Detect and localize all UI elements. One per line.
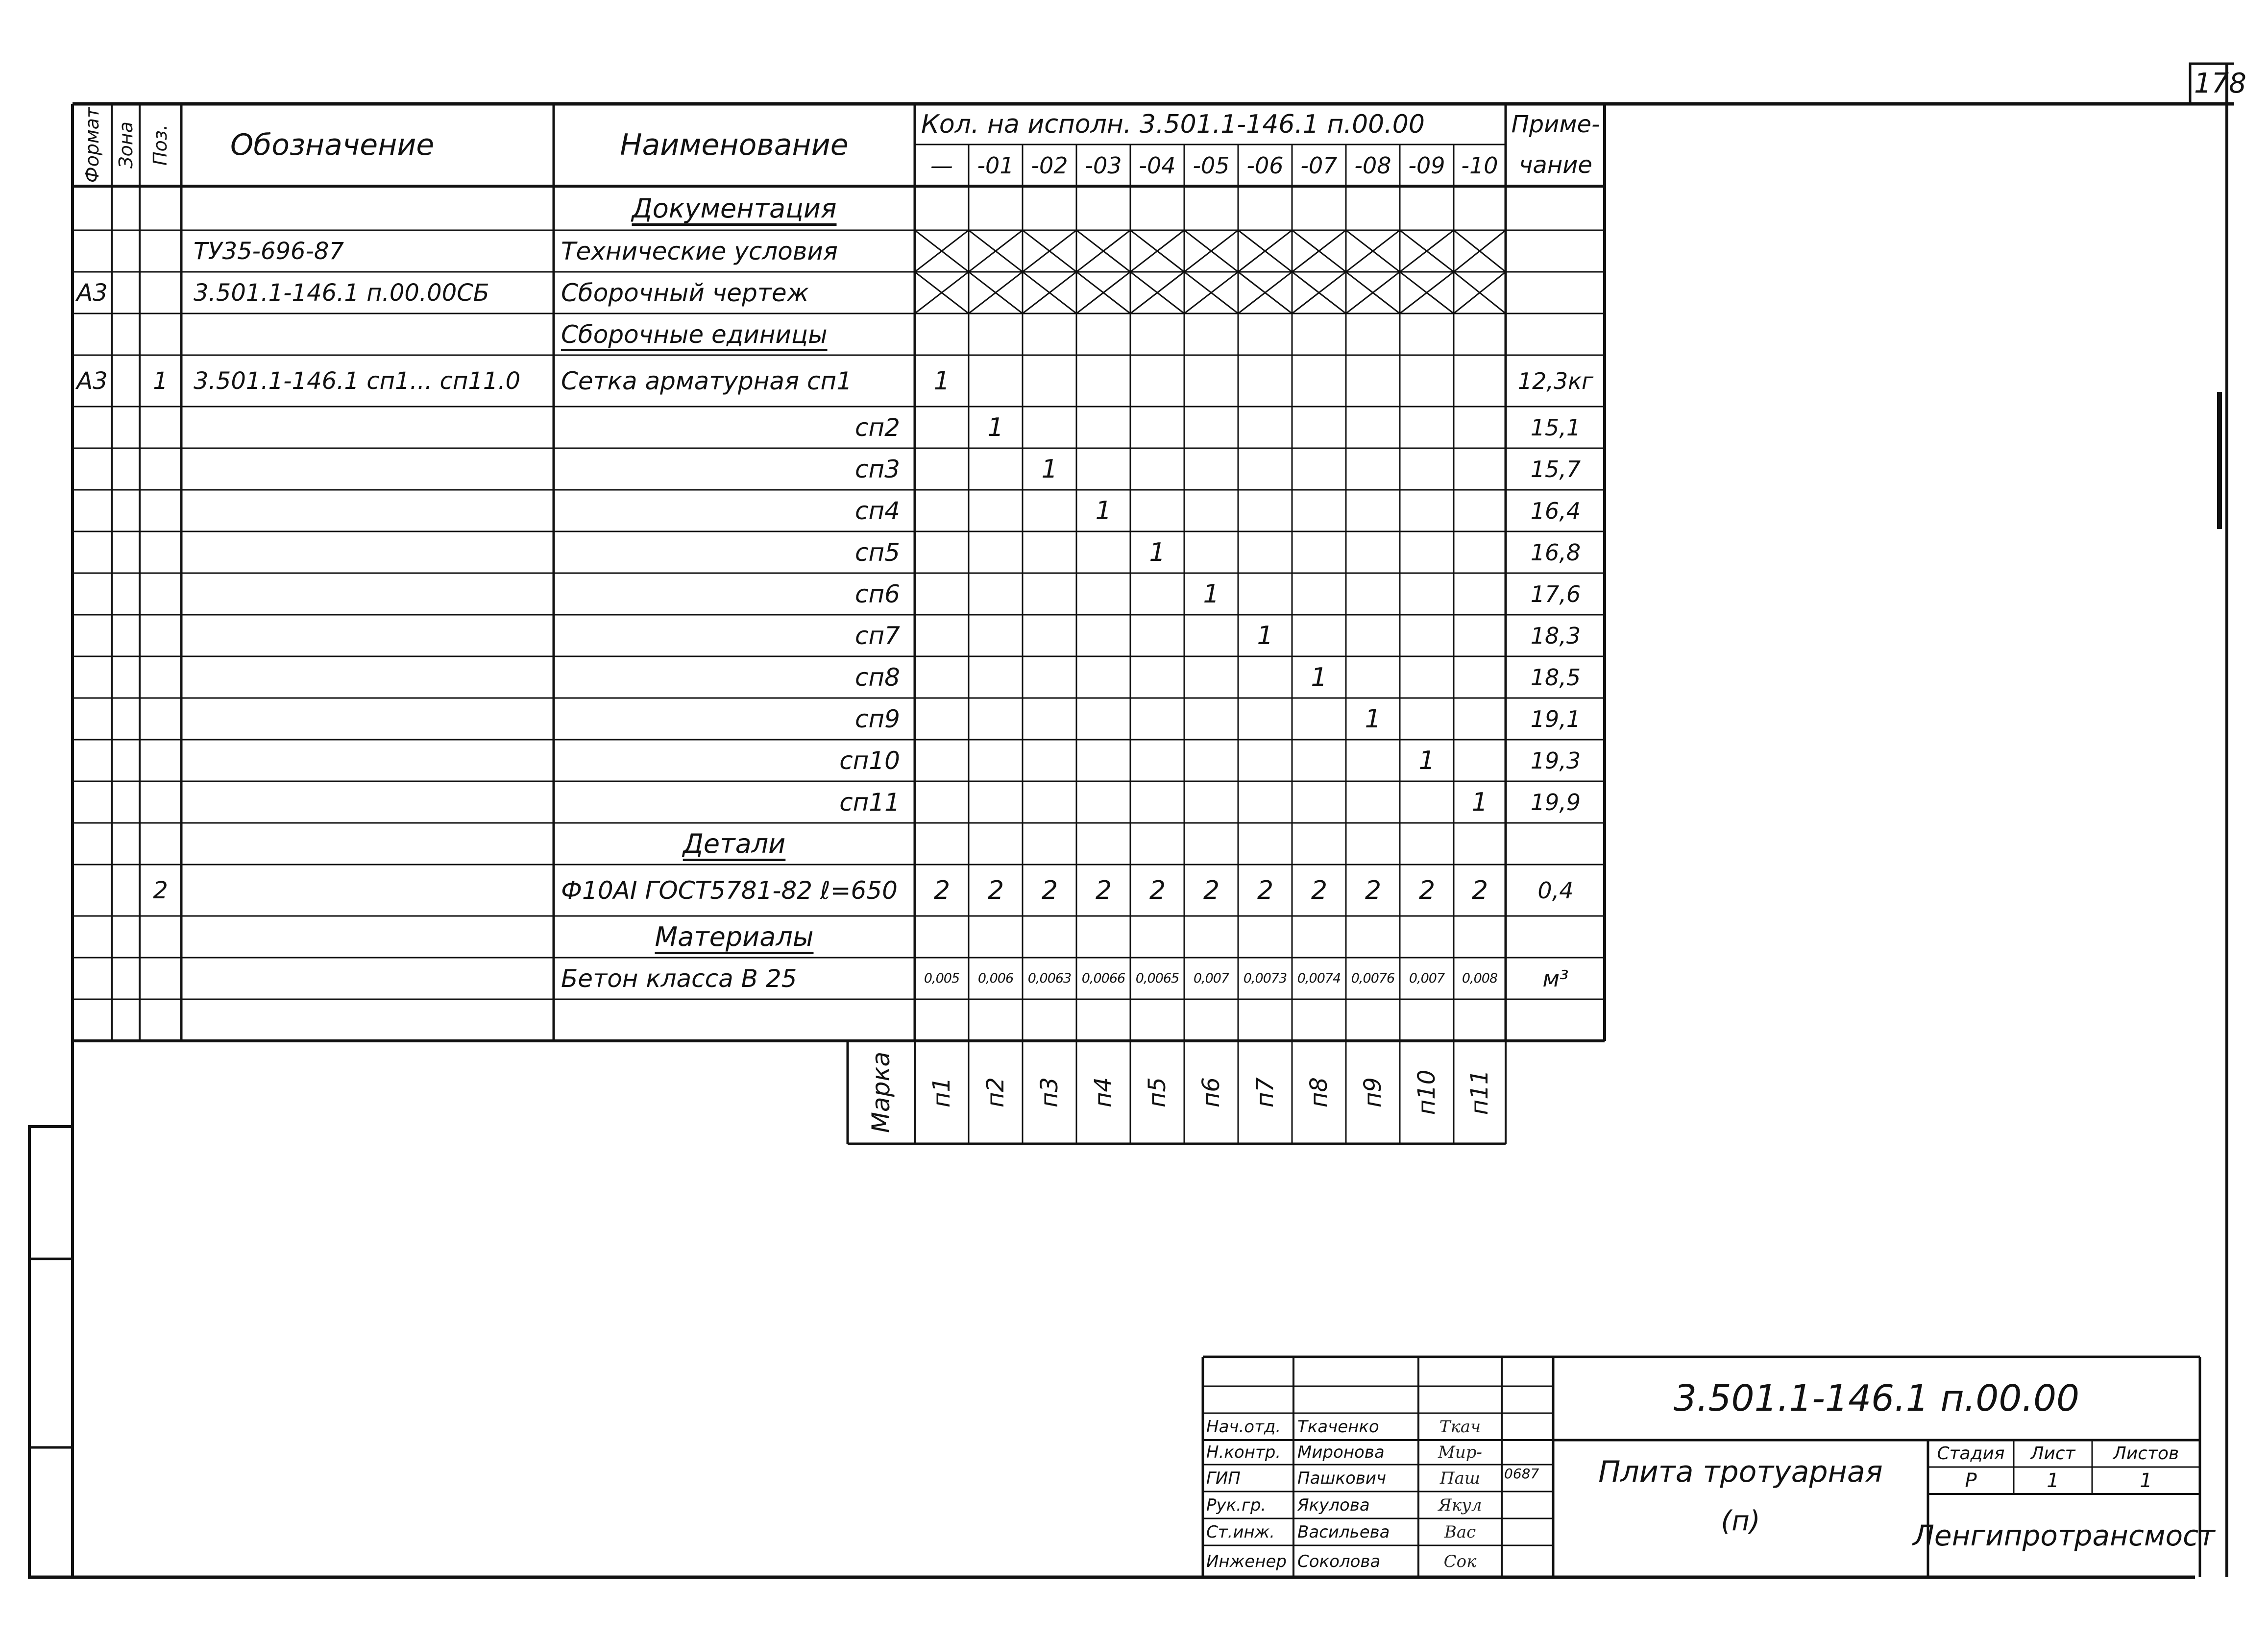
marka-label: Марка — [867, 1051, 896, 1133]
header-note-1: Приме- — [1511, 111, 1600, 138]
sheet-label: Лист — [2030, 1444, 2075, 1464]
signer-name: Пашкович — [1297, 1468, 1387, 1488]
row-variant-value: 0,0066 — [1081, 971, 1125, 986]
row-format: А3 — [76, 367, 108, 395]
row-name: Ф10АI ГОСТ5781-82 ℓ=650 — [561, 876, 898, 905]
signer-role: Н.контр. — [1206, 1443, 1281, 1462]
row-note: м³ — [1542, 965, 1569, 992]
signature: Якул — [1438, 1495, 1482, 1515]
row-note: 15,7 — [1530, 456, 1581, 482]
row-variant-value: 0,008 — [1462, 971, 1498, 986]
row-designation: 3.501.1-146.1 п.00.00СБ — [194, 279, 489, 307]
marka-value-text: п8 — [1305, 1077, 1333, 1107]
signature: Сок — [1443, 1551, 1477, 1571]
header-pos: Поз. — [149, 124, 171, 166]
variant-header: -06 — [1246, 152, 1284, 179]
signer-name: Ткаченко — [1297, 1417, 1379, 1437]
signer-role: Ст.инж. — [1206, 1522, 1275, 1542]
row-name: Сборочный чертеж — [561, 278, 809, 307]
row-name: сп8 — [855, 663, 900, 692]
sheet-value: 1 — [2047, 1469, 2059, 1492]
row-name: Сборочные единицы — [561, 320, 828, 349]
marka-value-text: п1 — [927, 1077, 955, 1107]
row-note: 19,9 — [1530, 789, 1581, 816]
row-note: 15,1 — [1530, 414, 1581, 441]
row-variant-value: 0,0073 — [1243, 971, 1287, 986]
row-name: Материалы — [655, 921, 814, 952]
variant-header: -08 — [1354, 152, 1391, 179]
row-note: 16,8 — [1530, 539, 1581, 566]
marka-value-text: п7 — [1251, 1077, 1279, 1107]
row-variant-value: 0,006 — [977, 971, 1014, 986]
variant-header: -04 — [1139, 152, 1176, 179]
signer-role: Инженер — [1206, 1551, 1287, 1571]
row-note: 18,5 — [1530, 664, 1581, 691]
header-format: Формат — [81, 107, 103, 183]
row-variant-value: 2 — [1257, 875, 1273, 905]
title-line1: Плита тротуарная — [1598, 1455, 1883, 1489]
row-name: Детали — [683, 828, 786, 859]
drawing-code: 3.501.1-146.1 п.00.00 — [1673, 1377, 2080, 1420]
marka-value — [1023, 1042, 1076, 1143]
stage-label: Стадия — [1937, 1444, 2005, 1464]
marka-value — [1238, 1042, 1292, 1143]
row-name: Бетон класса В 25 — [561, 964, 797, 993]
row-name: сп11 — [839, 788, 900, 817]
marka-value — [1292, 1042, 1346, 1143]
marka-value — [1400, 1042, 1454, 1143]
row-qty: 1 — [933, 366, 950, 396]
row-name: сп7 — [855, 621, 900, 650]
row-format: А3 — [76, 279, 108, 307]
row-variant-value: 2 — [1365, 875, 1381, 905]
row-variant-value: 2 — [1311, 875, 1327, 905]
marka-value — [1076, 1042, 1130, 1143]
row-qty: 1 — [1203, 579, 1219, 609]
variant-header: — — [930, 152, 953, 179]
row-note: 19,1 — [1530, 705, 1581, 732]
marka-value — [969, 1042, 1023, 1143]
marka-value-text: п9 — [1359, 1077, 1387, 1107]
marka-value — [1454, 1042, 1506, 1143]
marka-value-text: п6 — [1197, 1077, 1225, 1107]
variant-header: -01 — [977, 152, 1014, 179]
row-variant-value: 0,0076 — [1351, 971, 1395, 986]
signature: Ткач — [1439, 1417, 1481, 1437]
row-designation: 3.501.1-146.1 сп1... сп11.0 — [194, 367, 521, 395]
header-qty: Кол. на исполн. 3.501.1-146.1 п.00.00 — [921, 110, 1425, 139]
signer-role: ГИП — [1206, 1468, 1241, 1488]
marka-value-text: п10 — [1413, 1069, 1440, 1115]
row-name: сп10 — [839, 746, 900, 775]
row-variant-value: 2 — [933, 875, 950, 905]
variant-header: -07 — [1300, 152, 1338, 179]
marka-value — [1346, 1042, 1400, 1143]
row-name: сп4 — [855, 496, 900, 525]
variant-header: -05 — [1193, 152, 1230, 179]
row-qty: 1 — [1471, 787, 1488, 817]
row-variant-value: 2 — [1149, 875, 1166, 905]
row-qty: 1 — [1041, 454, 1058, 484]
title-line2: (п) — [1721, 1505, 1760, 1537]
marka-value-text: п5 — [1143, 1077, 1171, 1107]
header-zone: Зона — [115, 121, 137, 169]
row-variant-value: 2 — [1095, 875, 1112, 905]
signature: Мир- — [1438, 1443, 1482, 1462]
marka-value-text: п4 — [1089, 1077, 1117, 1107]
signature: Вас — [1444, 1522, 1476, 1542]
marka-value — [1184, 1042, 1238, 1143]
row-note: 19,3 — [1530, 747, 1581, 774]
marka-value — [915, 1042, 969, 1143]
row-variant-value: 0,0063 — [1027, 971, 1072, 986]
row-note: 0,4 — [1537, 877, 1574, 904]
row-variant-value: 2 — [1418, 875, 1435, 905]
row-qty: 1 — [1418, 746, 1435, 775]
header-name: Наименование — [620, 128, 849, 162]
variant-header: -03 — [1085, 152, 1122, 179]
marka-value-text: п3 — [1035, 1077, 1063, 1107]
row-designation: ТУ35-696-87 — [194, 237, 344, 265]
row-variant-value: 0,007 — [1193, 971, 1229, 986]
signer-role: Рук.гр. — [1206, 1495, 1267, 1515]
row-variant-value: 0,0065 — [1135, 971, 1179, 986]
row-qty: 1 — [1149, 537, 1166, 567]
variant-header: -09 — [1408, 152, 1445, 179]
organization: Ленгипротрансмост — [1913, 1519, 2215, 1552]
header-designation: Обозначение — [230, 128, 435, 162]
marka-value-text: п11 — [1466, 1069, 1493, 1115]
row-variant-value: 0,005 — [924, 971, 960, 986]
row-variant-value: 2 — [1041, 875, 1058, 905]
signer-name: Якулова — [1297, 1495, 1370, 1515]
row-name: Технические условия — [561, 237, 838, 265]
row-note: 16,4 — [1530, 497, 1581, 524]
row-variant-value: 0,0074 — [1297, 971, 1341, 986]
row-name: сп2 — [855, 413, 900, 442]
stage-value: Р — [1965, 1469, 1977, 1492]
page-number: 178 — [2194, 68, 2246, 99]
row-name: сп6 — [855, 579, 900, 608]
row-pos: 1 — [153, 367, 168, 395]
row-variant-value: 2 — [1471, 875, 1488, 905]
variant-header: -10 — [1461, 152, 1498, 179]
row-qty: 1 — [1311, 662, 1327, 692]
row-note: 12,3кг — [1517, 367, 1594, 394]
row-name: сп5 — [855, 538, 900, 567]
sheets-value: 1 — [2140, 1469, 2152, 1492]
row-qty: 1 — [1095, 496, 1112, 526]
row-note: 18,3 — [1530, 622, 1581, 649]
row-variant-value: 2 — [1203, 875, 1219, 905]
signer-name: Миронова — [1297, 1443, 1385, 1462]
marka-value — [1130, 1042, 1184, 1143]
sheets-label: Листов — [2113, 1444, 2179, 1464]
row-variant-value: 0,007 — [1409, 971, 1445, 986]
row-qty: 1 — [1365, 704, 1381, 734]
row-name: Документация — [632, 193, 837, 224]
row-pos: 2 — [153, 876, 168, 904]
signer-name: Васильева — [1297, 1522, 1390, 1542]
row-variant-value: 2 — [987, 875, 1004, 905]
date-stamp: 0687 — [1504, 1466, 1539, 1482]
header-note-2: чание — [1519, 151, 1592, 179]
row-note: 17,6 — [1530, 580, 1581, 607]
variant-header: -02 — [1031, 152, 1068, 179]
row-qty: 1 — [987, 412, 1004, 442]
row-name: сп3 — [855, 455, 900, 483]
signer-role: Нач.отд. — [1206, 1417, 1281, 1437]
signer-name: Соколова — [1297, 1551, 1381, 1571]
row-name: сп9 — [855, 704, 900, 733]
row-name: Сетка арматурная сп1 — [561, 366, 853, 395]
signature: Паш — [1439, 1468, 1481, 1488]
marka-value-text: п2 — [981, 1077, 1009, 1107]
row-qty: 1 — [1257, 621, 1273, 650]
